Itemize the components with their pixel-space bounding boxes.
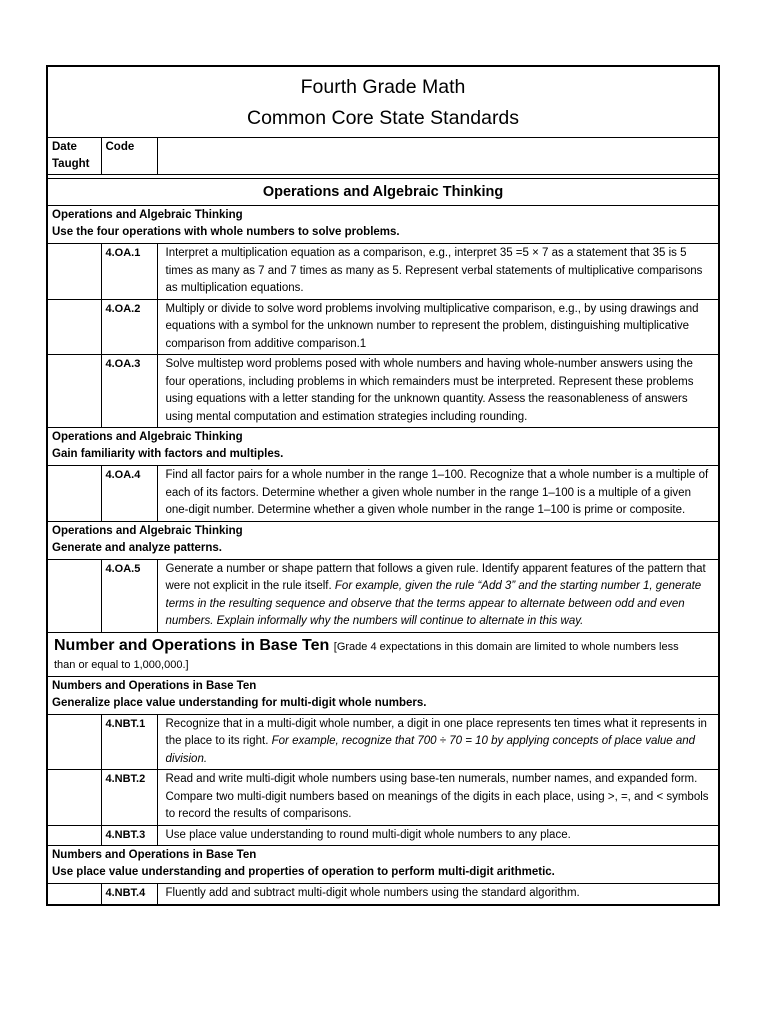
date-taught-cell[interactable] [47,466,101,522]
date-taught-cell[interactable] [47,714,101,770]
document-title [47,66,719,138]
standards-table [46,65,720,906]
standard-example: For example, recognize that 700 ÷ 70 = 10 by applying concepts of place value and division. [165,735,696,765]
domain-title: Operations and Algebraic Thinking [47,179,719,206]
cluster-heading: Numbers and Operations in Base Ten Use place value understanding and properties of operation to perform multi-digit arithmetic. [47,846,719,884]
standard-code: 4.OA.2 [101,299,157,355]
standard-code: 4.NBT.4 [101,884,157,905]
standard-text: Generate a number or shape pattern that follows a given rule. Identify apparent features of the pattern that were not explicit in the rule itself. For example, given the rule “Add 3” and the starting number 1, generate terms in the resulting sequence and observe that the terms appear to alternate between odd and even numbers. Explain informally why the numbers will continue to alternate in this way. [157,559,719,632]
column-header-row [47,138,719,175]
standard-row [47,466,719,522]
standard-code: 4.NBT.1 [101,714,157,770]
cluster-heading: Operations and Algebraic Thinking Gain familiarity with factors and multiples. [47,428,719,466]
date-taught-cell[interactable] [47,559,101,632]
cluster-heading: Operations and Algebraic Thinking Use the four operations with whole numbers to solve problems. [47,206,719,244]
standard-code: 4.OA.5 [101,559,157,632]
standard-row [47,770,719,826]
cluster-row [47,428,719,466]
cluster-row [47,206,719,244]
standard-row [47,299,719,355]
standard-code: 4.OA.4 [101,466,157,522]
standard-code: 4.NBT.2 [101,770,157,826]
standard-row [47,559,719,632]
standard-code: 4.OA.1 [101,244,157,300]
standard-text: Multiply or divide to solve word problems involving multiplicative comparison, e.g., by using drawings and equations with a symbol for the unknown number to represent the problem, distinguishing multiplicative comparison from additive comparison.1 [157,299,719,355]
title-row [47,66,719,138]
standard-row [47,825,719,846]
standard-text: Read and write multi-digit whole numbers using base-ten numerals, number names, and expanded form. Compare two multi-digit numbers based on meanings of the digits in each place, using >, =, and < symbols to record the results of comparisons. [157,770,719,826]
cluster-row [47,846,719,884]
description-header [157,138,719,175]
domain-note: [Grade 4 expectations in this domain are limited to whole numbers less [333,640,679,653]
date-taught-cell[interactable] [47,299,101,355]
standard-text: Solve multistep word problems posed with whole numbers and having whole-number answers using the four operations, including problems in which remainders must be interpreted. Represent these problems using equations with a letter standing for the unknown quantity. Assess the reasonableness of answers using mental computation and estimation strategies including rounding. [157,355,719,428]
domain-row-oa [47,179,719,206]
standard-text: Use place value understanding to round multi-digit whole numbers to any place. [157,825,719,846]
code-header: Code [101,138,157,175]
cluster-heading: Numbers and Operations in Base Ten Generalize place value understanding for multi-digit whole numbers. [47,676,719,714]
cluster-row [47,676,719,714]
cluster-heading: Operations and Algebraic Thinking Generate and analyze patterns. [47,521,719,559]
date-taught-cell[interactable] [47,244,101,300]
standard-code: 4.OA.3 [101,355,157,428]
date-taught-cell[interactable] [47,355,101,428]
date-taught-header: Date Taught [47,138,101,175]
standard-code: 4.NBT.3 [101,825,157,846]
standard-row [47,884,719,905]
date-taught-cell[interactable] [47,825,101,846]
cluster-row [47,521,719,559]
standard-row [47,355,719,428]
domain-note-cont: than or equal to 1,000,000.] [54,658,189,671]
date-taught-cell[interactable] [47,884,101,905]
standard-text: Recognize that in a multi-digit whole number, a digit in one place represents ten times what it represents in the place to its right. For example, recognize that 700 ÷ 70 = 10 by applying concepts of place value and division. [157,714,719,770]
standard-text: Interpret a multiplication equation as a comparison, e.g., interpret 35 =5 × 7 as a statement that 35 is 5 times as many as 7 and 7 times as many as 5. Represent verbal statements of multiplicative comparisons as multiplication equations. [157,244,719,300]
title-line-1: Fourth Grade Math [300,76,466,98]
standards-document [46,65,718,906]
title-line-2: Common Core State Standards [246,107,520,129]
standard-text: Fluently add and subtract multi-digit whole numbers using the standard algorithm. [157,884,719,905]
standard-example: For example, given the rule “Add 3” and the starting number 1, generate terms in the resulting sequence and observe that the terms appear to alternate between odd and even numbers. Explain informally why the numbers will continue to alternate in this way. [165,580,702,627]
standard-row [47,714,719,770]
domain-row-nbt [47,632,719,676]
date-taught-cell[interactable] [47,770,101,826]
standard-text: Find all factor pairs for a whole number in the range 1–100. Recognize that a whole number is a multiple of each of its factors. Determine whether a given whole number in the range 1–100 is a multiple of a given one-digit number. Determine whether a given whole number in the range 1–100 is prime or composite. [157,466,719,522]
standard-row [47,244,719,300]
domain-title: Number and Operations in Base Ten [Grade 4 expectations in this domain are limited to whole numbers less than or equal to 1,000,000.] [47,632,719,676]
